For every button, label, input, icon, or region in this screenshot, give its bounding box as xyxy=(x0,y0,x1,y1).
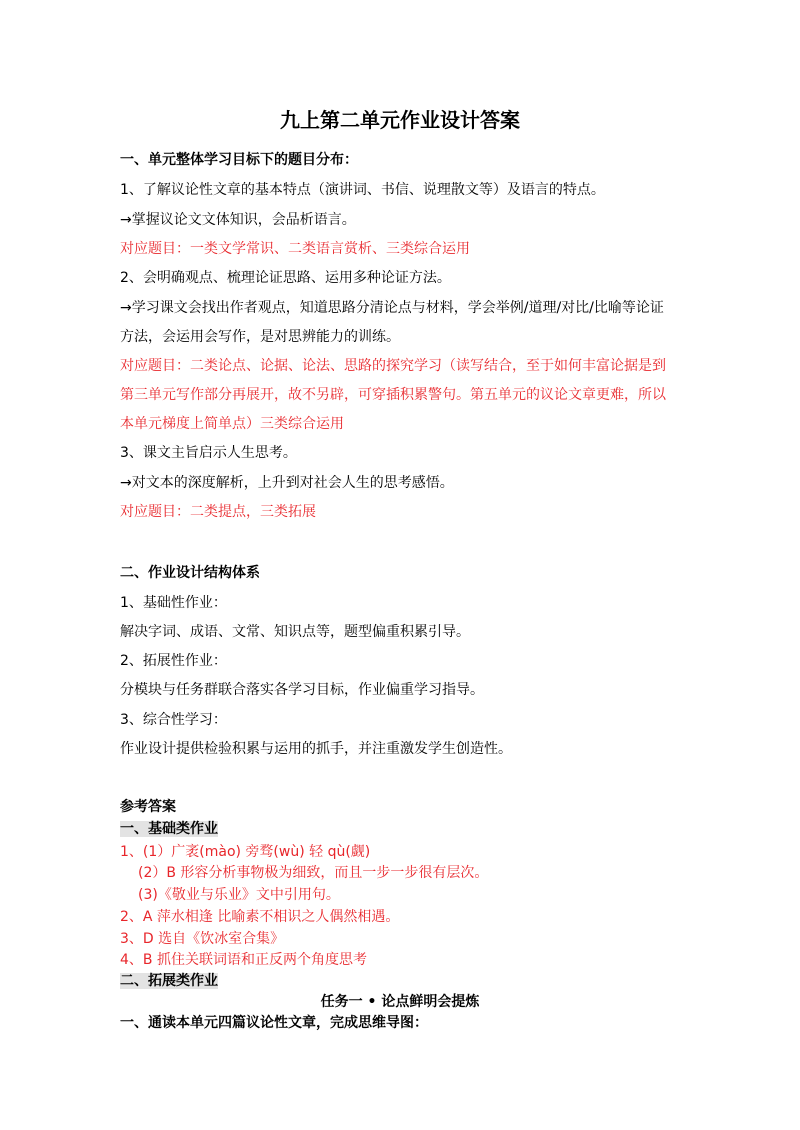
goal3: 3、课文主旨启示人生思考。 xyxy=(120,445,297,461)
goal2-note-a: →学习课文会找出作者观点，知道思路分清论点与材料，学会举例/道理/对比/比喻等论证 xyxy=(120,300,664,316)
goal1-note: →掌握议论文文体知识，会品析语言。 xyxy=(120,212,356,228)
basic-heading-row xyxy=(120,819,690,839)
task1-title: 任务一 • 论点鲜明会提炼 xyxy=(320,994,480,1010)
goal2: 2、会明确观点、梳理论证思路、运用多种论证方法。 xyxy=(120,270,451,286)
section1-heading: 一、单元整体学习目标下的题目分布： xyxy=(120,152,358,168)
basic-heading: 一、基础类作业 xyxy=(120,821,218,837)
structure-item-2-desc: 分模块与任务群联合落实各学习目标，作业偏重学习指导。 xyxy=(120,682,484,698)
goal2-match-a: 对应题目：二类论点、论据、论法、思路的探究学习（读写结合，至于如何丰富论据是到 xyxy=(120,358,666,374)
answer-1-2: (2）B 形容分析事物极为细致，而且一步一步很有层次。 xyxy=(138,865,489,881)
answer-2: 2、A 萍水相逢 比喻素不相识之人偶然相遇。 xyxy=(120,909,400,925)
extend-heading-row xyxy=(120,971,690,991)
goal2-match-b: 第三单元写作部分再展开，故不另辟，可穿插积累警句。第五单元的议论文章更难，所以 xyxy=(120,387,666,403)
goal3-match: 对应题目：二类提点，三类拓展 xyxy=(120,504,316,520)
goal2-match-c: 本单元梯度上简单点）三类综合运用 xyxy=(120,416,344,432)
structure-item-3-desc: 作业设计提供检验积累与运用的抓手，并注重激发学生创造性。 xyxy=(120,741,512,757)
answers-heading: 参考答案 xyxy=(120,799,176,815)
goal3-note: →对文本的深度解析，上升到对社会人生的思考感悟。 xyxy=(120,475,454,491)
task1-question: 一、通读本单元四篇议论性文章，完成思维导图： xyxy=(120,1015,428,1031)
section2-heading: 二、作业设计结构体系 xyxy=(120,565,260,581)
extend-heading: 二、拓展类作业 xyxy=(120,973,218,989)
answer-1: 1、(1）广袤(mào) 旁骛(wù) 轻 qù(觑) xyxy=(120,844,371,860)
structure-item-1-desc: 解决字词、成语、文常、知识点等，题型偏重积累引导。 xyxy=(120,624,470,640)
goal1-match: 对应题目：一类文学常识、二类语言赏析、三类综合运用 xyxy=(120,241,470,257)
structure-item-1: 1、基础性作业： xyxy=(120,595,227,611)
structure-item-2: 2、拓展性作业： xyxy=(120,653,227,669)
page-title: 九上第二单元作业设计答案 xyxy=(280,108,520,132)
answer-4: 4、B 抓住关联词语和正反两个角度思考 xyxy=(120,952,367,968)
answer-3: 3、D 选自《饮冰室合集》 xyxy=(120,931,285,947)
goal1: 1、了解议论性文章的基本特点（演讲词、书信、说理散文等）及语言的特点。 xyxy=(120,182,605,198)
structure-item-3: 3、综合性学习： xyxy=(120,712,227,728)
answer-1-3: (3)《敬业与乐业》文中引用句。 xyxy=(138,887,340,903)
goal2-note-b: 方法，会运用会写作，是对思辨能力的训练。 xyxy=(120,329,400,345)
